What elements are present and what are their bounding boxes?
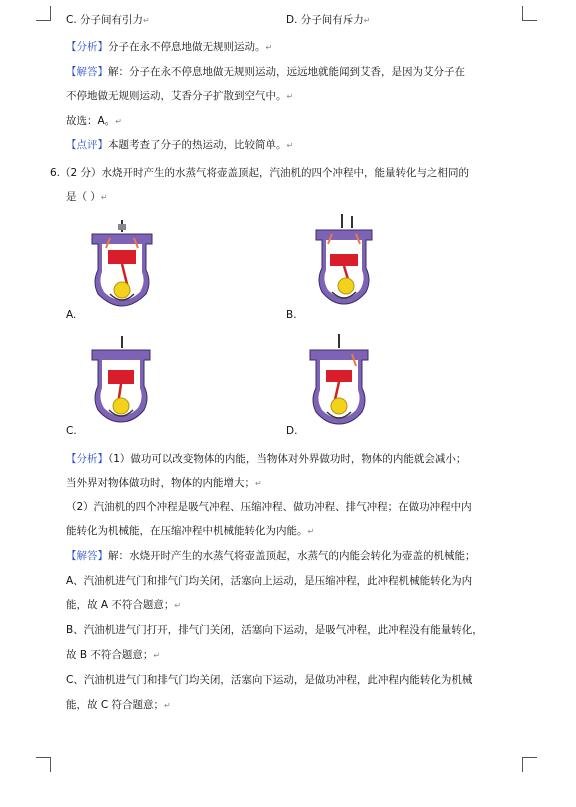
- q6-answer-b-line-2: 故 B 不符合题意；↵: [66, 649, 161, 661]
- q6-answer-a-line-1: A、汽油机进气门和排气门均关闭，活塞向上运动，是压缩冲程，此冲程机械能转化为内: [66, 575, 473, 587]
- page-corner-mark: [522, 6, 537, 21]
- q5-answer-line-1: 【解答】解：分子在永不停息地做无规则运动，远远地就能闻到艾香，是因为艾分子在: [66, 66, 465, 78]
- q6-answer-line-1: 【解答】解：水烧开时产生的水蒸气将壶盖顶起，水蒸气的内能会转化为壶盖的机械能；: [66, 550, 476, 562]
- q6-answer-c-line-2: 能，故 C 符合题意；↵: [66, 699, 171, 711]
- option-d-prev: D. 分子间有斥力↵: [286, 14, 371, 26]
- q6-answer-a-line-2: 能，故 A 不符合题意；↵: [66, 599, 182, 611]
- engine-diagram-b: [312, 214, 376, 306]
- q6-analysis-line-4: 能转化为机械能，在压缩冲程中机械能转化为内能。↵: [66, 525, 315, 537]
- q5-answer-line-2: 不停地做无规则运动，艾香分子扩散到空气中。↵: [66, 90, 294, 102]
- page-corner-mark: [522, 757, 537, 772]
- q6-option-b: B.: [286, 309, 297, 321]
- engine-diagram-c: [88, 336, 154, 424]
- q6-answer-c-line-1: C、汽油机进气门和排气门均关闭，活塞向下运动，是做功冲程，此冲程内能转化为机械: [66, 674, 473, 686]
- page-corner-mark: [36, 6, 51, 21]
- q6-analysis-line-1: 【分析】（1）做功可以改变物体的内能，当物体对外界做功时，物体的内能就会减小；: [66, 453, 467, 465]
- engine-diagram-a: [88, 220, 156, 308]
- q6-option-a: A.: [66, 309, 77, 321]
- q6-analysis-line-2: 当外界对物体做功时，物体的内能增大；↵: [66, 477, 262, 489]
- q6-stem-line-2: 是（ ）↵: [66, 191, 108, 203]
- q5-choice: 故选：A。↵: [66, 115, 122, 127]
- q6-analysis-line-3: （2）汽油机的四个冲程是吸气冲程、压缩冲程、做功冲程、排气冲程；在做功冲程中内: [66, 501, 472, 513]
- page-corner-mark: [36, 757, 51, 772]
- q6-stem-line-1: 6.（2 分）水烧开时产生的水蒸气将壶盖顶起，汽油机的四个冲程中，能量转化与之相同的: [50, 167, 470, 179]
- option-c-prev: C. 分子间有引力↵: [66, 14, 150, 26]
- q5-comment: 【点评】本题考查了分子的热运动，比较简单。↵: [66, 139, 294, 151]
- q5-analysis: 【分析】分子在永不停息地做无规则运动。↵: [66, 41, 273, 53]
- q6-answer-b-line-1: B、汽油机进气门打开，排气门关闭，活塞向下运动，是吸气冲程，此冲程没有能量转化，: [66, 624, 483, 636]
- q6-option-d: D.: [286, 425, 298, 437]
- q6-option-c: C.: [66, 425, 77, 437]
- engine-diagram-d: [306, 334, 372, 426]
